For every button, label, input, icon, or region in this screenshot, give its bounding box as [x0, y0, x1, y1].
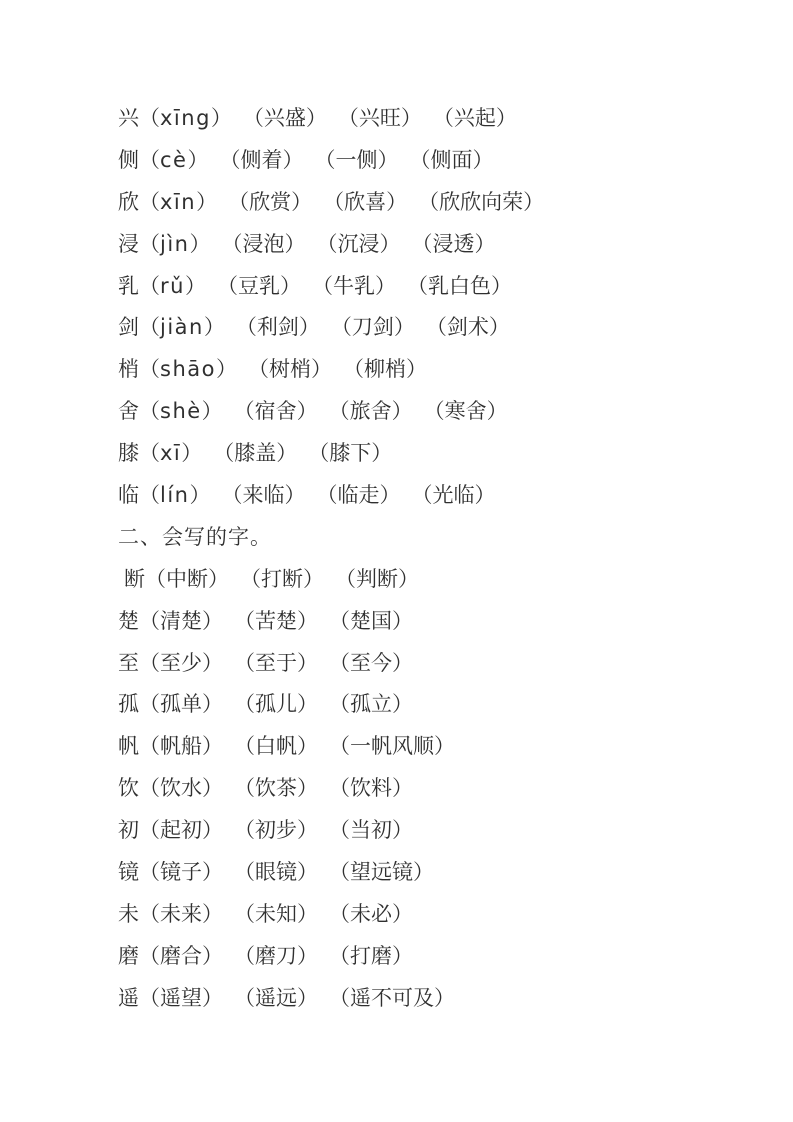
entry-pinyin-group [139, 144, 208, 174]
close-paren: ） [181, 441, 203, 466]
vocab-entry-row [118, 138, 733, 180]
vocab-entry-row [118, 180, 733, 222]
entry-word-group: （光临） [411, 482, 496, 507]
vocab-entry-row [118, 641, 733, 683]
open-paren: （ [139, 189, 160, 214]
vocab-entry-row [118, 766, 733, 808]
entry-character: 欣 [118, 189, 139, 214]
vocab-entry-row [118, 934, 733, 976]
entry-word-group: （欣欣向荣） [418, 189, 545, 214]
entry-word-group: （未必） [329, 901, 413, 926]
entry-word-group: （遥望） [139, 985, 223, 1010]
entry-character: 剑 [118, 315, 139, 340]
entry-word-group: （乳白色） [406, 273, 512, 298]
section-recognize-entries [118, 96, 733, 515]
entry-word-group: （牛乳） [311, 273, 396, 298]
open-paren: （ [139, 441, 160, 466]
entry-word-group: （一侧） [314, 147, 399, 172]
section-write-entries [118, 557, 733, 1018]
entry-pinyin-group [139, 270, 206, 300]
entry-word-group: （兴旺） [337, 105, 422, 130]
open-paren: （ [139, 482, 160, 507]
open-paren: （ [139, 231, 160, 256]
entry-word-group: （刀剑） [330, 315, 415, 340]
entry-word-group: （孤儿） [234, 692, 318, 717]
entry-word-group: （寒舍） [423, 399, 508, 424]
entry-character: 梢 [118, 357, 139, 382]
close-paren: ） [215, 357, 237, 382]
entry-word-group: （苦楚） [234, 608, 318, 633]
entry-pinyin: xī [160, 441, 182, 466]
entry-character: 帆 [118, 734, 139, 759]
entry-word-group: （孤立） [329, 692, 413, 717]
entry-word-group: （来临） [221, 482, 306, 507]
entry-word-group: （遥不可及） [329, 985, 455, 1010]
open-paren: （ [139, 399, 160, 424]
entry-character: 至 [118, 650, 139, 675]
entry-pinyin: cè [160, 147, 188, 172]
entry-character: 兴 [118, 105, 139, 130]
entry-pinyin-group [139, 479, 210, 509]
close-paren: ） [189, 482, 211, 507]
entry-word-group: （饮料） [329, 776, 413, 801]
entry-pinyin-group [139, 228, 210, 258]
entry-pinyin: rǔ [160, 273, 185, 298]
entry-word-group: （未知） [234, 901, 318, 926]
entry-word-group: （膝下） [308, 441, 393, 466]
entry-character: 断 [124, 566, 145, 591]
close-paren: ） [196, 189, 218, 214]
entry-pinyin-group [139, 353, 237, 383]
entry-word-group: （起初） [139, 818, 223, 843]
open-paren: （ [139, 357, 160, 382]
open-paren: （ [139, 315, 160, 340]
entry-pinyin: jìn [160, 231, 190, 256]
entry-word-group: （打断） [240, 566, 324, 591]
entry-pinyin-group [139, 311, 225, 341]
entry-word-group: （未来） [139, 901, 223, 926]
entry-character: 侧 [118, 147, 139, 172]
entry-word-group: （至于） [234, 650, 318, 675]
entry-pinyin-group [139, 437, 202, 467]
close-paren: ） [210, 105, 232, 130]
entry-word-group: （判断） [335, 566, 419, 591]
open-paren: （ [139, 273, 160, 298]
entry-character: 舍 [118, 399, 139, 424]
close-paren: ） [187, 147, 209, 172]
entry-word-group: （打磨） [329, 943, 413, 968]
entry-word-group: （望远镜） [329, 859, 434, 884]
entry-word-group: （初步） [234, 818, 318, 843]
vocab-entry-row [118, 557, 733, 599]
entry-word-group: （浸泡） [221, 231, 306, 256]
entry-word-group: （欣赏） [228, 189, 313, 214]
vocab-entry-row [118, 808, 733, 850]
vocab-entry-row [118, 976, 733, 1018]
vocab-entry-row [118, 724, 733, 766]
entry-pinyin-group [139, 102, 232, 132]
close-paren: ） [203, 315, 225, 340]
entry-word-group: （沉浸） [316, 231, 401, 256]
entry-word-group: （白帆） [234, 734, 318, 759]
entry-word-group: （清楚） [139, 608, 223, 633]
vocab-entry-row [118, 305, 733, 347]
entry-pinyin: shāo [160, 357, 216, 382]
entry-word-group: （侧着） [219, 147, 304, 172]
entry-character: 未 [118, 901, 139, 926]
entry-word-group: （饮水） [139, 776, 223, 801]
close-paren: ） [189, 231, 211, 256]
vocab-entry-row [118, 347, 733, 389]
entry-word-group: （当初） [329, 818, 413, 843]
entry-character: 遥 [118, 985, 139, 1010]
entry-word-group: （兴盛） [242, 105, 327, 130]
entry-word-group: （楚国） [329, 608, 413, 633]
entry-word-group: （至今） [329, 650, 413, 675]
entry-word-group: （利剑） [235, 315, 320, 340]
entry-pinyin: shè [160, 399, 202, 424]
entry-character: 乳 [118, 273, 139, 298]
entry-word-group: （孤单） [139, 692, 223, 717]
entry-word-group: （镜子） [139, 859, 223, 884]
entry-word-group: （磨合） [139, 943, 223, 968]
close-paren: ） [184, 273, 206, 298]
vocabulary-list [118, 96, 733, 1018]
entry-word-group: （浸透） [411, 231, 496, 256]
entry-word-group: （侧面） [409, 147, 494, 172]
open-paren: （ [139, 105, 160, 130]
entry-character: 初 [118, 818, 139, 843]
entry-pinyin: xīn [160, 189, 197, 214]
vocab-entry-row [118, 431, 733, 473]
entry-word-group: （宿舍） [233, 399, 318, 424]
vocab-entry-row [118, 222, 733, 264]
vocab-entry-row [118, 264, 733, 306]
entry-word-group: （临走） [316, 482, 401, 507]
entry-pinyin-group [139, 186, 217, 216]
entry-pinyin: lín [160, 482, 190, 507]
vocab-entry-row [118, 473, 733, 515]
entry-word-group: （中断） [145, 566, 229, 591]
entry-word-group: （一帆风顺） [329, 734, 455, 759]
entry-word-group: （豆乳） [216, 273, 301, 298]
open-paren: （ [139, 147, 160, 172]
entry-character: 楚 [118, 608, 139, 633]
entry-character: 孤 [118, 692, 139, 717]
close-paren: ） [201, 399, 223, 424]
entry-character: 镜 [118, 859, 139, 884]
vocab-entry-row [118, 850, 733, 892]
vocab-entry-row [118, 599, 733, 641]
entry-word-group: （帆船） [139, 734, 223, 759]
entry-word-group: （旅舍） [328, 399, 413, 424]
entry-word-group: （遥远） [234, 985, 318, 1010]
entry-word-group: （膝盖） [213, 441, 298, 466]
entry-word-group: （剑术） [425, 315, 510, 340]
entry-pinyin: xīng [160, 105, 211, 130]
section-write-heading: 二、会写的字。 [118, 524, 272, 549]
vocab-entry-row [118, 682, 733, 724]
vocab-entry-row [118, 389, 733, 431]
entry-pinyin-group [139, 395, 223, 425]
entry-word-group: （至少） [139, 650, 223, 675]
entry-word-group: （眼镜） [234, 859, 318, 884]
entry-word-group: （柳梢） [342, 357, 427, 382]
entry-word-group: （磨刀） [234, 943, 318, 968]
entry-character: 膝 [118, 441, 139, 466]
entry-word-group: （饮茶） [234, 776, 318, 801]
entry-word-group: （树梢） [247, 357, 332, 382]
entry-character: 磨 [118, 943, 139, 968]
entry-word-group: （兴起） [432, 105, 517, 130]
vocab-entry-row [118, 892, 733, 934]
entry-character: 浸 [118, 231, 139, 256]
entry-character: 饮 [118, 776, 139, 801]
entry-character: 临 [118, 482, 139, 507]
entry-pinyin: jiàn [160, 315, 204, 340]
entry-word-group: （欣喜） [323, 189, 408, 214]
vocab-entry-row [118, 96, 733, 138]
